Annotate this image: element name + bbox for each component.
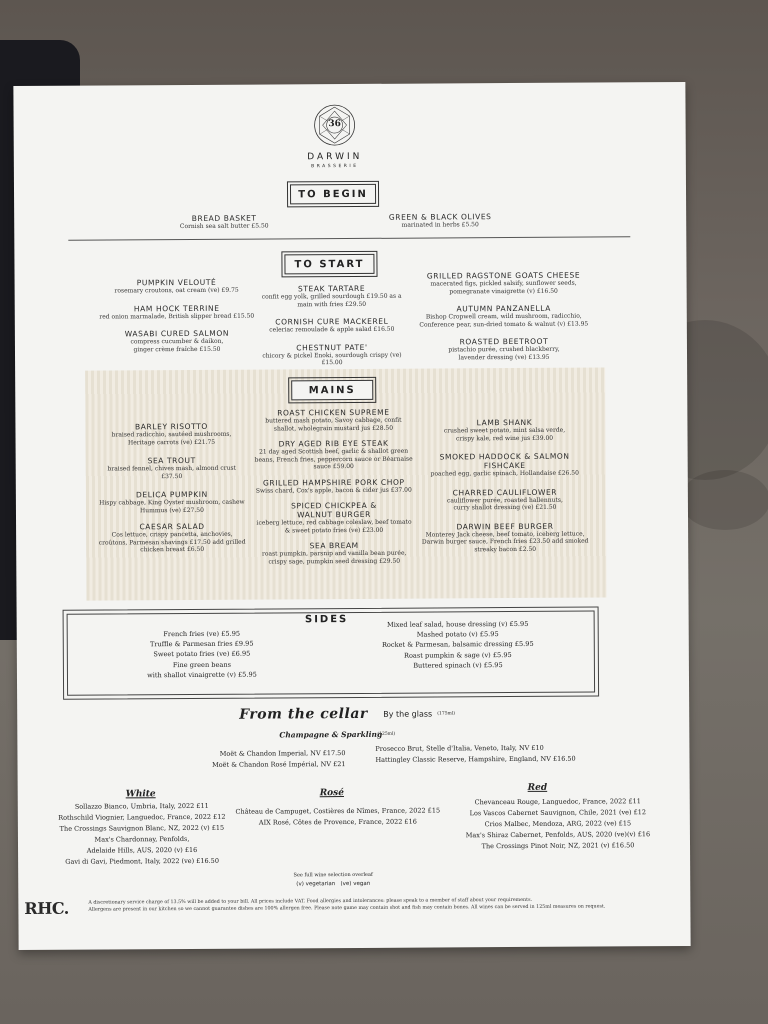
wine-item: Crios Malbec, Mendoza, ARG, 2022 (ve) £15	[484, 819, 632, 829]
side-item: Roast pumpkin & sage (v) £5.95	[403, 650, 512, 660]
wine-item: Moët & Chandon Imperial, NV £17.50	[219, 749, 346, 758]
bread-basket-name: BREAD BASKET	[191, 213, 257, 223]
side-item: Rocket & Parmesan, balsamic dressing £5.95	[381, 640, 534, 650]
main-name: DRY AGED RIB EYE STEAK	[278, 438, 389, 449]
logo-name: DARWIN	[307, 151, 363, 163]
side-item: Sweet potato fries (ve) £6.95	[153, 650, 251, 659]
wine-item: Sollazzo Bianco, Umbria, Italy, 2022 £11	[74, 801, 209, 811]
starter-desc: chicory & pickel Enoki, sourdough crispy (ve) £15.00	[262, 351, 402, 367]
main-name: LAMB SHANK	[476, 417, 533, 428]
starter-name: CORNISH CURE MACKEREL	[275, 316, 389, 327]
wine-item: Château de Campuget, Costières de Nîmes, France, 2022 £15	[235, 806, 441, 816]
wine-item: Gavi di Gavi, Piedmont, Italy, 2022 (ve) £16.50	[65, 857, 219, 866]
side-item: Mashed potato (v) £5.95	[416, 630, 499, 639]
bread-basket-desc: Cornish sea salt butter £5.50	[179, 222, 269, 231]
side-item: French fries (ve) £5.95	[163, 629, 241, 639]
side-item: Truffle & Parmesan fries £9.95	[149, 639, 254, 649]
wine-item: Max's Shiraz Cabernet, Penfolds, AUS, 2020 (ve)(v) £16	[465, 830, 651, 840]
olives-name: GREEN & BLACK OLIVES	[388, 212, 492, 222]
to-begin-heading: TO BEGIN	[290, 184, 376, 205]
main-name: CAESAR SALAD	[139, 521, 205, 532]
mains-left-column	[97, 422, 246, 554]
starter-name: STEAK TARTARE	[297, 283, 366, 294]
sparkling-size: (125ml)	[377, 731, 396, 737]
to-start-center-column	[257, 284, 408, 367]
starter-desc: red onion marmalade, British slipper bread £15.50	[99, 312, 255, 321]
white-title: White	[125, 789, 156, 800]
mains-right-column	[419, 418, 590, 554]
main-name: SEA BREAM	[309, 540, 359, 551]
main-desc: braised radicchio, sautéed mushrooms, Heritage carrots (ve) £21.75	[111, 430, 232, 446]
footer-notes	[88, 896, 658, 914]
wine-item: Hattingley Classic Reserve, Hampshire, England, NV £16.50	[375, 754, 576, 764]
main-desc: braised fennel, chives mash, almond crust £37.50	[107, 464, 236, 480]
mains-center-column	[253, 408, 414, 566]
wine-item: AIX Rosé, Côtes de Provence, France, 2022 £16	[258, 817, 417, 827]
starter-name: PUMPKIN VELOUTÉ	[136, 277, 217, 288]
starter-name: AUTUMN PANZANELLA	[456, 303, 551, 314]
divider-rule	[68, 236, 630, 240]
cellar-by-glass: By the glass	[383, 709, 433, 719]
starter-desc: compress cucumber & daikon, ginger crème fraîche £15.50	[130, 337, 224, 353]
starter-name: GRILLED RAGSTONE GOATS CHEESE	[426, 270, 581, 281]
cellar-title: From the cellar	[239, 705, 368, 723]
main-name: SPICED CHICKPEA & WALNUT BURGER	[291, 500, 377, 520]
starter-desc: pistachio purée, crushed blackberry, lavender dressing (ve) £13.95	[448, 345, 560, 361]
main-desc: 21 day aged Scottish beef, garlic & shallot green beans, French fries, peppercorn sauce or Béarnaise sauce £59.00	[254, 447, 413, 471]
footer-line: A discretionary service charge of 13.5% will be added to your bill. All prices include VAT. Food allergies and intolerances: please speak to a member of staff about your requirements.	[88, 897, 533, 906]
to-start-left-column	[97, 278, 257, 354]
main-name: DELICA PUMPKIN	[135, 489, 208, 500]
starter-desc: celeriac remoulade & apple salad £16.50	[269, 325, 395, 334]
starter-desc: macerated figs, pickled salsify, sunflower seeds, pomegranate vinaigrette (v) £16.50	[430, 279, 577, 295]
logo-monogram: 36	[328, 119, 341, 130]
main-desc: Hispy cabbage, King Oyster mushroom, cashew Hummus (ve) £27.50	[99, 498, 245, 514]
logo-subtitle: BRASSERIE	[311, 163, 359, 170]
see-full-selection-note: See full wine selection overleaf	[293, 871, 373, 879]
wine-item: The Crossings Pinot Noir, NZ, 2021 (v) £16.50	[481, 841, 635, 851]
main-desc: crushed sweet potato, mint salsa verde, crispy kale, red wine jus £39.00	[443, 426, 566, 442]
red-wine-list	[438, 796, 678, 853]
to-start-heading: TO START	[284, 254, 374, 275]
to-start-right-column	[415, 271, 594, 362]
side-item: Fine green beans	[172, 660, 231, 669]
main-name: CHARRED CAULIFLOWER	[452, 487, 558, 497]
wine-item: Max's Chardonnay, Penfolds,	[94, 835, 190, 844]
wine-item: Los Vascos Cabernet Sauvignon, Chile, 2021 (ve) £12	[469, 808, 647, 818]
starter-name: CHESTNUT PATE'	[296, 342, 368, 352]
main-desc: poached egg, garlic spinach, Hollandaise £26.50	[430, 469, 579, 478]
wine-item: Adelaide Hills, AUS, 2020 (v) £16	[86, 846, 198, 855]
footer-line: Allergens are present in our kitchen so we cannot guarantee dishes are 100% allergen free. Please note game may contain shot and fish may contain bones. All wines can be served in 125ml measures on request.	[88, 904, 606, 913]
wine-item: Moët & Chandon Rosé Impérial, NV £21	[212, 760, 346, 769]
bread-basket-item	[164, 213, 284, 230]
main-desc: cauliflower purée, roasted hallennuts, curry shallot dressing (ve) £21.50	[446, 496, 563, 512]
white-wine-list	[42, 801, 242, 869]
menu-sheet	[13, 82, 690, 950]
main-desc: Monterey Jack cheese, beef tomato, iceberg lettuce, Darwin burger sauce, French fries £23.50 add smoked streaky bacon £2.50	[421, 530, 589, 553]
sides-heading: SIDES	[304, 614, 349, 626]
side-item: Mixed leaf salad, house dressing (v) £5.95	[386, 619, 529, 629]
side-item: with shallot vinaigrette (v) £5.95	[147, 670, 257, 680]
olives-item	[370, 212, 510, 229]
main-name: DARWIN BEEF BURGER	[456, 521, 554, 531]
starter-desc: confit egg yolk, grilled sourdough £19.50 as a main with fries £29.50	[261, 292, 402, 308]
red-title: Red	[527, 782, 548, 793]
wine-item: The Crossings Sauvignon Blanc, NZ, 2022 (v) £15	[59, 823, 225, 833]
sparkling-title: Champagne & Sparkling	[279, 729, 383, 740]
starter-name: WASABI CURED SALMON	[124, 328, 230, 339]
cellar-glass-size: (175ml)	[437, 711, 456, 717]
sparkling-left-list	[145, 748, 345, 771]
rose-title: Rosé	[319, 788, 345, 799]
starter-name: HAM HOCK TERRINE	[133, 303, 220, 313]
main-desc: Swiss chard, Cox's apple, bacon & cider jus £37.00	[255, 486, 412, 495]
rose-wine-list	[218, 805, 458, 829]
table-water-stain	[680, 470, 768, 530]
main-name: SMOKED HADDOCK & SALMON FISHCAKE	[439, 451, 570, 471]
main-desc: Cos lettuce, crispy pancetta, anchovies, croûtons, Parmesan shavings £17.50 add grilled chicken breast £6.50	[98, 530, 246, 554]
starter-name: ROASTED BEETROOT	[459, 336, 549, 347]
sides-left-column	[97, 628, 307, 680]
mains-heading: MAINS	[291, 380, 373, 401]
side-item: Buttered spinach (v) £5.95	[413, 660, 503, 670]
olives-desc: marinated in herbs £5.50	[401, 221, 479, 229]
wine-item: Chevanceau Rouge, Languedoc, France, 2022 £11	[474, 797, 641, 807]
sides-right-column	[343, 619, 573, 671]
sparkling-right-list	[375, 742, 615, 766]
wine-item: Prosecco Brut, Stelle d'Italia, Veneto, Italy, NV £10	[375, 743, 544, 753]
main-name: BARLEY RISOTTO	[135, 421, 208, 432]
main-desc: buttered mash potato, Savoy cabbage, confit shallot, wholegrain mustard jus £28.50	[265, 416, 402, 432]
main-desc: iceberg lettuce, red cabbage coleslaw, beef tomato & sweet potato fries (ve) £23.00	[256, 518, 412, 534]
main-desc: roast pumpkin, parsnip and vanilla bean purée, crispy sage, pumpkin seed dressing £29.50	[262, 549, 407, 566]
main-name: GRILLED HAMPSHIRE PORK CHOP	[262, 477, 405, 488]
main-name: ROAST CHICKEN SUPREME	[277, 407, 390, 418]
footer-brand-logo: RHC.	[24, 898, 69, 919]
wine-item: Rothschild Viognier, Languedoc, France, 2022 £12	[58, 812, 226, 822]
starter-desc: rosemary croutons, oat cream (ve) £9.75	[114, 286, 239, 295]
main-name: SEA TROUT	[147, 455, 196, 466]
starter-desc: Bishop Cropwell cream, wild mushroom, radicchio, Conference pear, sun-dried tomato & walnut (v) £13.95	[419, 312, 589, 329]
diet-key: (v) vegetarian (ve) vegan	[296, 880, 371, 888]
